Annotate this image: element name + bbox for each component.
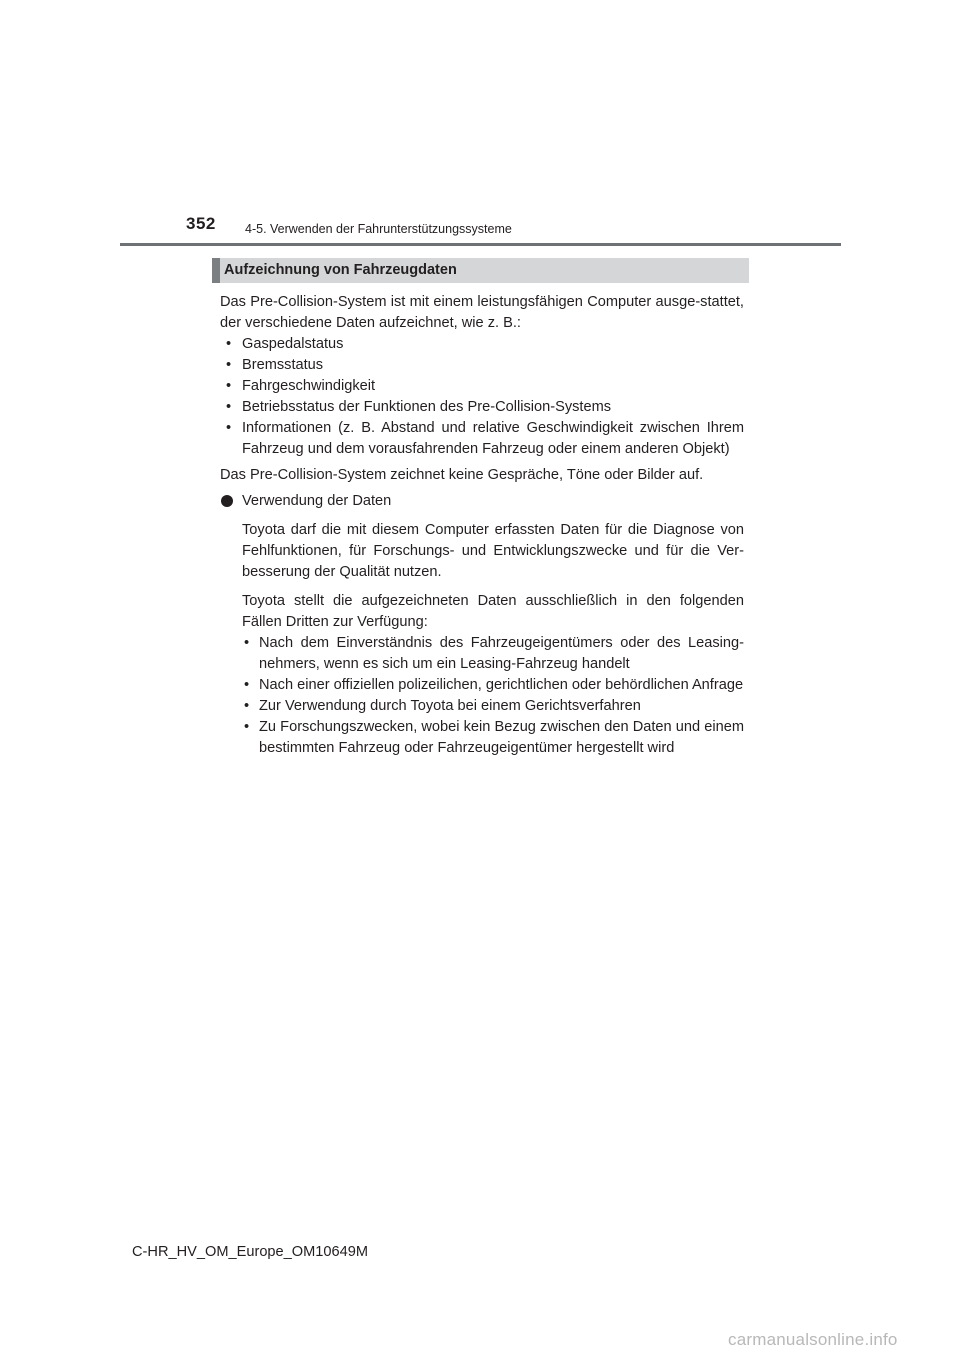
intro-paragraph: Das Pre-Collision-System ist mit einem leistungsfähigen Computer ausge-stattet, der verschiedene Daten aufzeichnet, wie z. B.: [220, 294, 744, 331]
main-content [220, 292, 744, 759]
filled-circle-icon [221, 495, 233, 507]
footer-code: C-HR_HV_OM_Europe_OM10649M [132, 1244, 369, 1260]
watermark-text: carmanualsonline.info [728, 1330, 898, 1349]
disclosure-cases-list [220, 633, 744, 759]
header-divider [120, 243, 841, 246]
list-item: • Bremsstatus [220, 355, 744, 376]
list-item: • Nach dem Einverständnis des Fahrzeugeigentümers oder des Leasing-nehmers, wenn es sich um ein Leasing-Fahrzeug handelt [244, 635, 744, 672]
usage-title: Verwendung der Daten [242, 493, 392, 509]
bullet-icon: • [226, 399, 232, 415]
bullet-icon: • [244, 719, 250, 735]
bullet-icon: • [244, 677, 250, 693]
section-heading-bar [212, 258, 749, 283]
list-item: • Informationen (z. B. Abstand und relative Geschwindigkeit zwischen Ihrem Fahrzeug und dem vorausfahrenden Fahrzeug oder einem anderen Objekt) [226, 420, 744, 457]
usage-paragraph-1: Toyota darf die mit diesem Computer erfassten Daten für die Diagnose von Fehlfunktionen, für Forschungs- und Entwicklungszwecke und für die Ver-besserung der Qualität nutzen. [242, 522, 744, 580]
bullet-icon: • [226, 357, 232, 373]
bullet-icon: • [244, 635, 250, 651]
list-item: • Zu Forschungszwecken, wobei kein Bezug zwischen den Daten und einem bestimmten Fahrzeug oder Fahrzeugeigentümer hergestellt wird [244, 719, 744, 756]
list-item: • Nach einer offiziellen polizeilichen, gerichtlichen oder behördlichen Anfrage [242, 675, 744, 696]
list-item: • Gaspedalstatus [220, 334, 744, 355]
section-heading: Aufzeichnung von Fahrzeugdaten [224, 262, 457, 278]
usage-paragraph-2: Toyota stellt die aufgezeichneten Daten ausschließlich in den folgenden Fällen Dritten zur Verfügung: [242, 593, 744, 630]
bullet-icon: • [226, 420, 232, 436]
bullet-icon: • [226, 378, 232, 394]
usage-heading [220, 491, 744, 512]
heading-accent [212, 258, 220, 283]
recorded-items-list [220, 334, 744, 460]
list-item: • Zur Verwendung durch Toyota bei einem Gerichtsverfahren [242, 696, 744, 717]
bullet-icon: • [226, 336, 232, 352]
list-item: • Betriebsstatus der Funktionen des Pre-Collision-Systems [220, 397, 744, 418]
list-item: • Fahrgeschwindigkeit [220, 376, 744, 397]
bullet-icon: • [244, 698, 250, 714]
no-record-note: Das Pre-Collision-System zeichnet keine Gespräche, Töne oder Bilder auf. [220, 467, 704, 483]
section-title: 4-5. Verwenden der Fahrunterstützungssysteme [245, 222, 512, 236]
page-number: 352 [186, 214, 216, 233]
